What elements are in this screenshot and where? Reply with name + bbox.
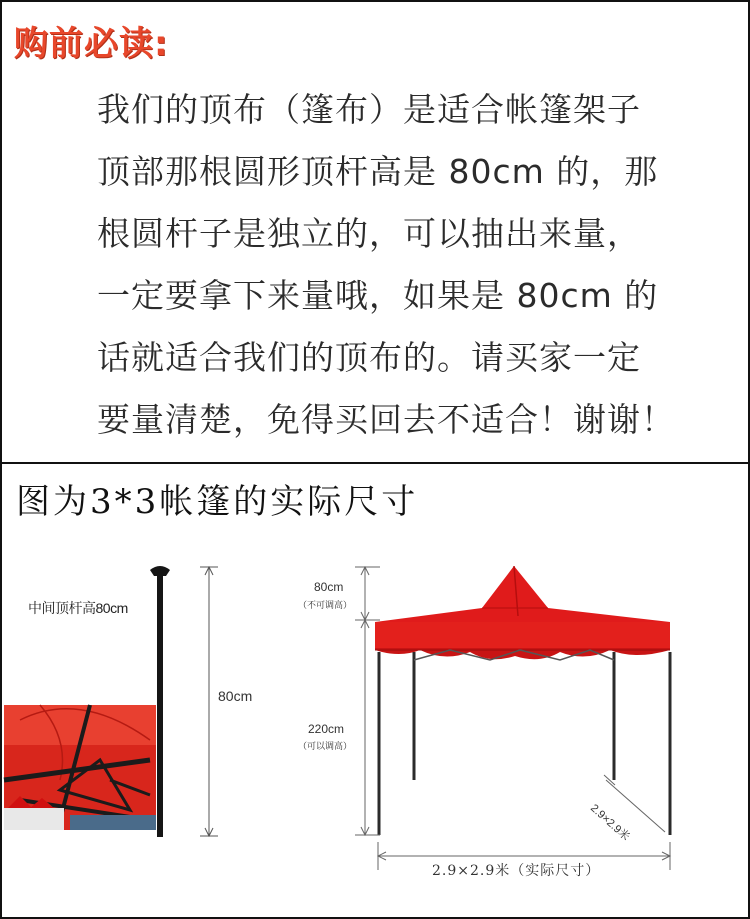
pole-dimension-line [200,567,218,836]
top-height-label: 80cm [314,580,344,594]
notice-line: 话就适合我们的顶布的。请买家一定 [97,338,641,377]
width-size-label: 2.9×2.9米（实际尺寸） [432,863,601,879]
notice-title: 购前必读: [14,24,169,64]
notice-line: 我们的顶布（篷布）是适合帐篷架子 [97,90,641,129]
diagram-title: 图为3*3帐篷的实际尺寸 [16,482,419,522]
notice-line: 根圆杆子是独立的，可以抽出来量， [97,214,641,253]
leg-height-note: （可以调高） [298,741,353,751]
tent-height-dimension [355,567,380,835]
pole-height-label: 80cm [218,688,253,704]
tent-legs [379,650,670,835]
notice-line: 一定要拿下来量哦，如果是 80cm 的 [97,276,659,315]
canopy-frame-photo [4,705,156,830]
notice-line: 要量清楚，免得买回去不适合！谢谢！ [97,400,675,439]
diagonal-size-label: 2.9×2.9米 [587,802,632,844]
pole-label: 中间顶杆高80cm [28,600,128,616]
top-height-note: （不可调高） [298,600,353,610]
tent-canopy [375,566,670,659]
notice-line: 顶部那根圆形顶杆高是 80cm 的，那 [97,152,659,191]
leg-height-label: 220cm [308,722,345,736]
